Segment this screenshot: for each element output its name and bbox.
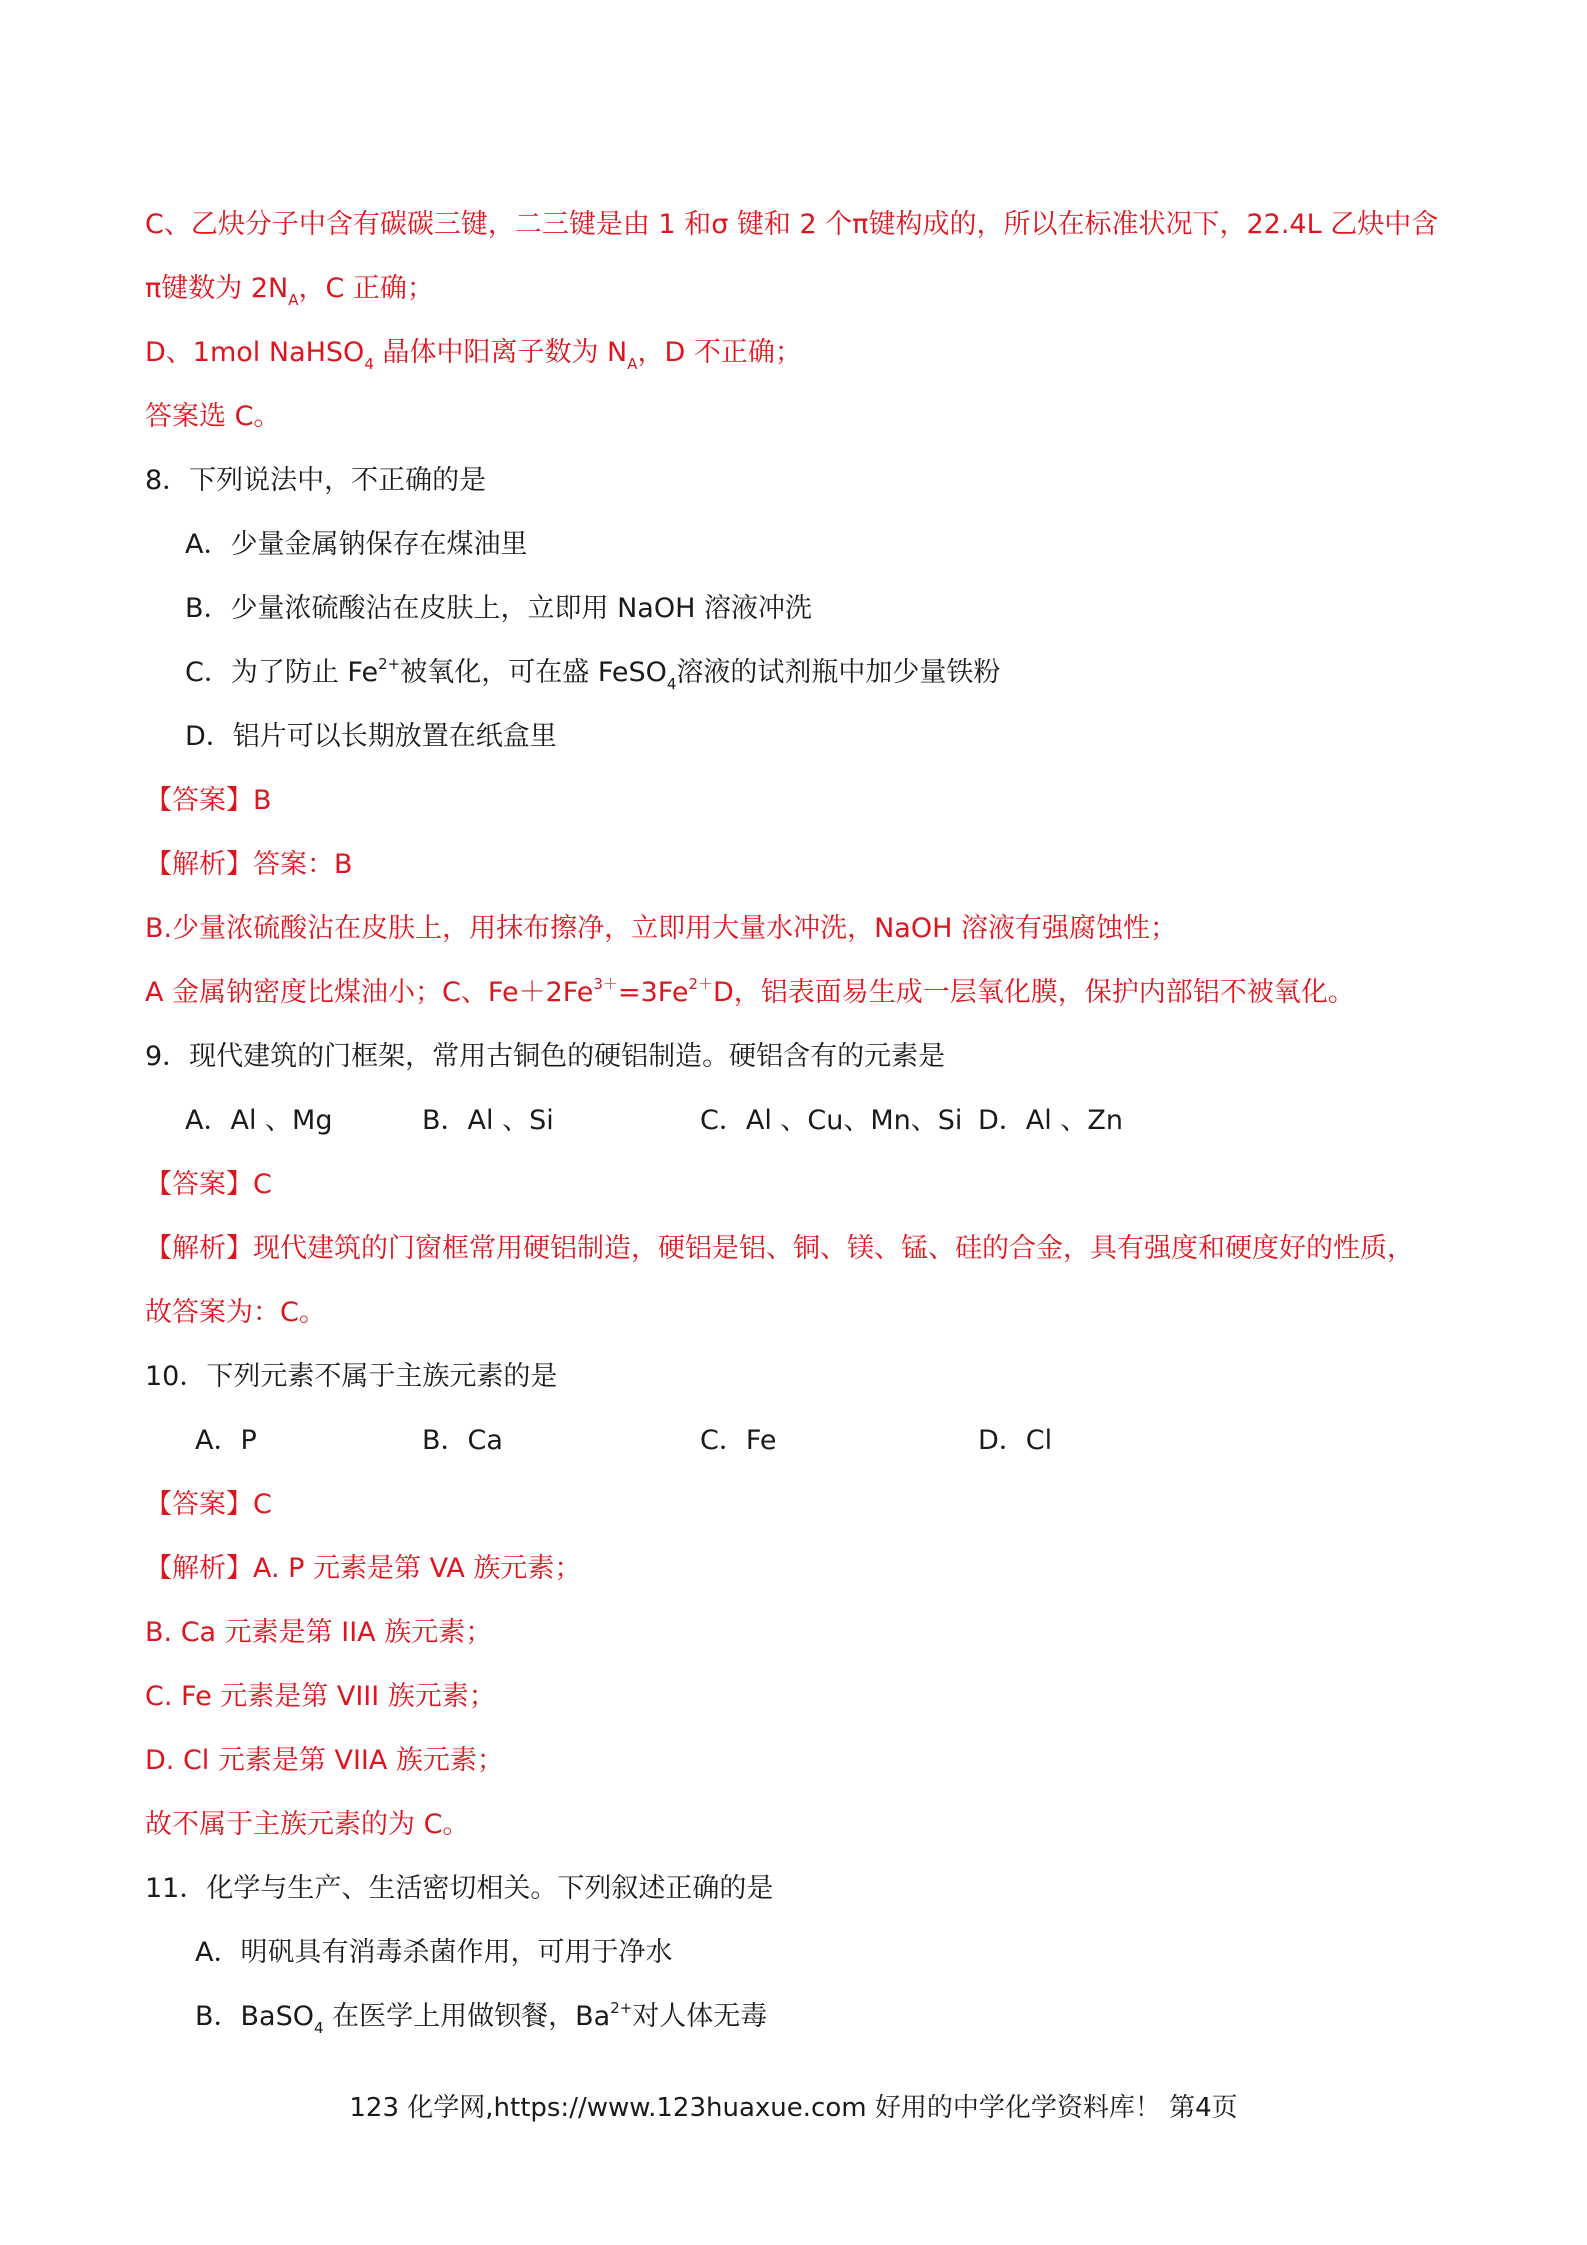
text-span: π键数为 2N [145,273,289,304]
text-span: ，C 正确； [298,273,434,304]
q10-answer: 【答案】C [145,1489,272,1520]
text-span: B．BaSO [195,2001,314,2032]
subscript: A [288,291,299,310]
q10-option-a: A．P [195,1425,257,1456]
text-span: 晶体中阳离子数为 N [373,337,628,368]
subscript: 4 [666,675,677,694]
q7-option-d-explanation [145,333,802,373]
q9-stem: 9．现代建筑的门框架，常用古铜色的硬铝制造。硬铝含有的元素是 [145,1041,946,1072]
q8-option-d: D．铝片可以长期放置在纸盒里 [185,721,557,752]
text-span: =3Fe [617,977,689,1008]
text-span: 对人体无毒 [632,2001,768,2032]
q8-option-a: A．少量金属钠保存在煤油里 [185,529,528,560]
text-span: 在医学上用做钡餐，Ba [323,2001,611,2032]
q8-explanation-line1: B.少量浓硫酸沾在皮肤上，用抹布擦净，立即用大量水冲洗，NaOH 溶液有强腐蚀性； [145,913,1177,944]
page-footer: 123 化学网,https://www.123huaxue.com 好用的中学化学资料库！ 第4页 [349,2093,1238,2123]
superscript: 2+ [378,655,401,673]
superscript: 3＋ [593,975,618,993]
q10-option-b: B．Ca [422,1425,503,1456]
superscript: 2+ [610,1999,633,2017]
q10-option-c: C．Fe [700,1425,777,1456]
q11-stem: 11．化学与生产、生活密切相关。下列叙述正确的是 [145,1873,774,1904]
q9-option-c: C．Al 、Cu、Mn、Si [700,1105,963,1136]
q9-explanation-line1: 【解析】现代建筑的门窗框常用硬铝制造，硬铝是铝、铜、镁、锰、硅的合金，具有强度和硬度好的性质， [145,1233,1414,1264]
q8-stem: 8．下列说法中，不正确的是 [145,465,487,496]
q9-answer: 【答案】C [145,1169,272,1200]
text-span: ，D 不正确； [637,337,802,368]
q11-option-b [195,1997,767,2037]
q10-explanation-line3: C. Fe 元素是第 VIII 族元素； [145,1681,496,1712]
q10-explanation-line4: D. Cl 元素是第 VIIA 族元素； [145,1745,504,1776]
text-span: C．为了防止 Fe [185,657,379,688]
text-span: D，铝表面易生成一层氧化膜，保护内部铝不被氧化。 [712,977,1355,1008]
subscript: 4 [364,355,374,374]
q9-option-b: B．Al 、Si [422,1105,554,1136]
text-span: D、1mol NaHSO [145,337,365,368]
q7-option-c-explanation-line2 [145,269,434,309]
q10-explanation-line1: 【解析】A. P 元素是第 VA 族元素； [145,1553,582,1584]
q10-stem: 10．下列元素不属于主族元素的是 [145,1361,558,1392]
q9-option-a: A．Al 、Mg [185,1105,333,1136]
q11-option-a: A．明矾具有消毒杀菌作用，可用于净水 [195,1937,673,1968]
text-span: 被氧化，可在盛 FeSO [400,657,667,688]
q10-explanation-line5: 故不属于主族元素的为 C。 [145,1809,470,1840]
subscript: A [627,355,638,374]
q8-option-b: B．少量浓硫酸沾在皮肤上，立即用 NaOH 溶液冲洗 [185,593,812,624]
q8-analysis: 【解析】答案：B [145,849,353,880]
q8-option-c [185,653,1000,693]
q7-option-c-explanation-line1: C、乙炔分子中含有碳碳三键，二三键是由 1 和σ 键和 2 个π键构成的，所以在标准状况下，22.4L 乙炔中含 [145,209,1439,240]
q10-option-d: D．Cl [978,1425,1053,1456]
q9-option-d: D．Al 、Zn [978,1105,1123,1136]
subscript: 4 [313,2019,324,2038]
q8-answer: 【答案】B [145,785,272,816]
text-span: A 金属钠密度比煤油小；C、Fe＋2Fe [145,977,594,1008]
q10-explanation-line2: B. Ca 元素是第 IIA 族元素； [145,1617,493,1648]
superscript: 2＋ [688,975,713,993]
q8-explanation-line2 [145,973,1355,1013]
q9-explanation-line2: 故答案为：C。 [145,1297,326,1328]
q7-conclusion: 答案选 C。 [145,401,281,432]
text-span: 溶液的试剂瓶中加少量铁粉 [676,657,1001,688]
